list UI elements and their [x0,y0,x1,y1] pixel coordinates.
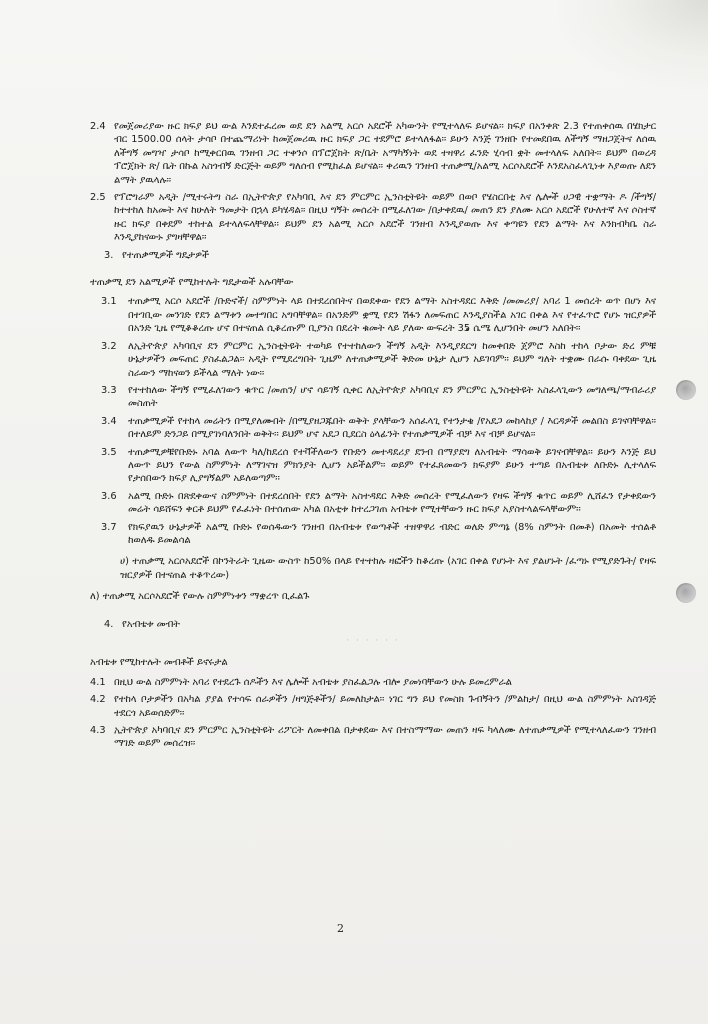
section-number: 3. [104,249,114,261]
clause-text: ተጠቃሚዎች የተከላ መሬትን በሚያለሙበት /በሚያዘጋጁበት ወቅት ያላቸውን አሰፈላጊ የተንታቄ /የአደጋ መከላከያ / እርዳዎች መልበስ ይገናባቸዋል፡፡ በተለይም ድንጋይ በሚያገነባለንበት ወቅት፡፡ ይህም ሆኖ አደጋ ቢደርስ ዕላፊንት የተጠቃሚዎች ብቻ እና ብቻ ይሆናል፡፡ [128,415,656,441]
clause-3-3 [101,384,656,411]
section-3-title [104,249,656,262]
clause-number: 3.2 [101,340,117,352]
sub-clause-a: ሀ) ተጠቃሚ አርሶአደሮች በኮንትራት ጊዜው ውስጥ ከ50% በላይ የተተከሉ ዛፎችን ከቆረጡ (አገር በቀል የሆኑት እና ያልሆኑት /ፈጣኑ የሚያድጉት/ የዛፍ ዝርያዎች በተናጠል ተቆጥረው) [120,556,656,581]
clause-text: ኢትዮጵያ አካባቢና ደን ምርምር ኢንስቲትዩት ሪፖርት ለመቀበል በታቀደው እና በተስማማው መጠን ዛፍ ካላለሙ ለተጠቃሚዎች የሚተላለፈውን ገንዘብ ማገድ ወይም መሰረዝ፡፡ [114,725,656,750]
clause-2-5 [90,191,656,245]
clause-2-4 [90,120,656,187]
section-4-heading: አብቴቱ የሚከተሉት መብቶች ይኖሩታል [90,657,228,669]
clause-text: የመጀመሪያው ዙር ክፍያ ይህ ውል እንደተፈረመ ወደ ደን አልሚ አርሶ አደሮች አካውንት የሚተላለፍ ይሆናል፡፡ ክፍያ በአንቀጽ 2.3 የተጠቀሰዉ በሄክታር ብር 1500.00 ሰላት ታሳቦ በተጨማሪነት ከመጀመሪዉ ዙር ክፍያ ጋር ተደምሮ ይተላለፋል፡፡ ይሁን እንጅ ገንዘቡ የተመደበዉ ለችግኝ ማዘጋጀትና ለሰዉ ለችግኝ መግዣ ታሳቦ ከሚቀርበዉ ገንዘብ ጋር ተቀንሶ በፕሮጀክት ጽ/ቤት አማካኝነት ወደ ተዛዋሪ ፈንድ ሂሳብ ቋት መተላለፍ አለበት፡፡ ይህም በወረዳ ፕሮጀክት ጽ/ ቤት በኩል አስጎብኝ ድርጅት ወይም ግለሰብ የሚከፈል ይሆናል፡፡ ቀሪዉን ገንዘብ ተጠቃሚ/አልሚ አርሶአደሮች እንደአስፈላጊነቱ እያወጡ ለደን ልማት ያዉላሉ፡፡ [114,121,656,186]
clause-number: 4.1 [90,676,106,688]
clause-text: አልሚ ቡድኑ በጽደቀውና ስምምነት በተደረሰበት የደን ልማት አስተዳደር እቅድ መሰረት የሚፈለውን የዛፍ ችግኝ ቁጥር ወይም ሊሸፈን የታቀደውን መሬት ሳይሸፍን ቀርቶ ይህም የፈፈነት በተሰጠው አካል በአቲቱ ከተረጋገጠ አብቴቱ የሚተቸውን ዙር ክፍያ አያስተላልፍላቸውም፡፡ [128,490,656,516]
clause-text: ተጠቃሚዎቹየቡድኑ አባል ለውጥ ካለ/ከደረሰ የተቫችለውን የቡድን መተዳደሪያ ደንብ በማያደግ ለአብቴት ማሳወቅ ይገናብቸዋል፡፡ ይሁን እንጅ ይህ ለውጥ ይህን የውል ስምምነት ለማገናዝ ምክንያት ሊሆን አይችልም፡፡ ወይም የተፈጸመውን ክፍያም ይሁን ተጣይ በአብቴቱ ለቡድኑ ሊተላለፍ የታሰበውን ክፍያ ሊያግኝልም አይለወጣም፡፡ [128,446,656,485]
clause-text: ለኢትዮጵያ አካባቢና ደን ምርምር ኢንስቲትዩት ተወካይ የተተከለውን ችግኝ አዲት እንዲያደርግ ከመቀበድ ጀምሮ እስከ ተከላ ቦታው ድረ ምቹ ሁኔታዎችን መፍጠር ያስፈልጋል፡፡ አዲት የሚደረግበት ጊዜም ለተጠቃሚዎች ቅድመ ሁኔታ ሊሆን አይገባም፡፡ ይህም ግለት ተቋሙ በራሱ ባቀደው ጊዜ ስራውን ማከናወን ይችላል ማለት ነው፡፡ [128,340,656,379]
page-number: 2 [337,922,344,935]
sub-clause-b: ለ) ተጠቃሚ አርሶአደሮች የውሉ ስምምነቱን ማቋረጥ ቢፈልጉ [90,591,310,603]
clause-3-1 [101,295,656,335]
clause-number: 4.2 [90,694,106,706]
punch-hole-icon [676,583,696,603]
clause-3-7 [101,521,656,548]
section-number: 4. [104,618,114,630]
clause-number: 3.7 [101,521,117,533]
clause-4-3 [90,724,656,751]
clause-number: 3.6 [101,490,117,502]
clause-number: 3.1 [101,296,117,308]
clause-4-2 [90,693,656,720]
section-3-heading: ተጠቃሚ ደን አልሚዎች የሚከተሉት ግዴታወች አሉባቸው [90,277,294,289]
page-corner-shadow [558,0,708,90]
section-4-title [104,618,656,631]
clause-3-2 [101,340,656,380]
clause-number: 3.3 [101,384,117,396]
clause-4-1 [90,676,656,689]
clause-text: የተከላ ቦታዎችን በአካል ያያል የተሳፍ ሰራዎችን /ዛግጅቶችን/ ይመለከታል፡፡ ነገር ግን ይህ የመስክ ጉብኝትን /ምልከታ/ በዚህ ውል ስምምነት አስገዳጅ ተደርጎ አይወሰድም፡፡ [114,694,656,719]
clause-text: የተተከለው ችግኝ የሚፈለገውን ቁጥር /መጠን/ ሆኖ ሳይገኝ ሲቀር ለኢትዮጵያ አካባቢና ደን ምርምር ኢንስቲትዩት አስፈላጊውን መግለጫ/ማብራሪያ መስጠት [128,384,656,410]
section-title: የተጠቃሚዎች ግዴታዎች [122,249,209,261]
document-body [90,120,656,755]
clause-number: 2.4 [90,121,106,132]
clause-3-5 [101,446,656,486]
clause-number: 3.4 [101,415,117,427]
faded-text: · · · · · · [346,636,400,646]
punch-hole-icon [676,380,696,400]
clause-3-4 [101,415,656,442]
clause-text: በዚህ ውል ስምምነት አባሪ የተደረጉ ሰዶችን እና ሌሎች አብቴቱ ያስፈልጋሉ ብሎ ያመነባቸውን ሁሉ ይመረምራል [114,676,512,688]
clause-text: የክፍያዉን ሁኔታዎች አልሚ ቡድኑ የወሰዱውን ገንዘብ በአብቴቱ የወጣቶች ተዘዋዋሪ ብድር ወለድ ምጣኔ (8% ስምንት በመቶ) በአመት ተሰልቶ ከወለዱ ይመልሳል [128,521,656,546]
clause-number: 4.3 [90,725,106,737]
clause-number: 3.5 [101,446,117,458]
section-title: የአብቴቱ መብት [122,618,180,630]
clause-text: ተጠቃሚ አርሶ አደሮች /ቡድኖች/ ስምምነት ላይ በተደረሰበትና በወደቀው የደን ልማት አስተዳደር እቅድ /መመሪያ/ አባሪ 1 መሰረት ወጥ በሆነ እና በተገቢው መንገድ የደን ልማቱን መተግበር አግባቸዋል፡፡ በአንድም ቋሚ የደን ሽፋን ለመፍጠር እንዲያስችል አገር በቀል እና የተፈጥሮ የሆኑ ዝርያዎች በአንድ ጊዜ የሚቆቆረጡ ሆኖ በተናጠል ሲቆረጡም ቢያንስ በደረት ቁመት ላይ ያለው ውፍረት 35 ሴሜ ሊሆንበት መሆን አለበት፡፡ [128,296,656,335]
clause-text: የፕሮግራም አዲት /ሚተሩትግ ስራ በኢትዮጵያ የአካባቢ እና ደን ምርምር ኢንስቲትዩት ወይም በወቦ የሄስርበቲ እና ሌሎች ሀጋዊ ተቋማት ዶ /ችግኝ/ ከተተከለ ከአመት እና ከሁለት ዓመታት በኋላ ይካሄዳል፡፡ በዚህ ግኝት መሰረት በሚፈለገው /በታቀደዉ/ መጠን ደን ያለሙ አርሶ አደሮች የሁለተኛ እና ሶስተኛ ዙር ክፍያ በቀደም ተከተል ይተላለፍላቸዋል፡፡ ይህም ደን አልሚ አርሶ አደሮች ገንዘብ እንዲያወጡ እና ቀጣዩን የደን ልማት እና እንክብካቤ ስራ እንዲያከናውኑ ያግዛቸዋል፡፡ [114,192,656,244]
clause-3-6 [101,490,656,517]
clause-number: 2.5 [90,192,106,204]
